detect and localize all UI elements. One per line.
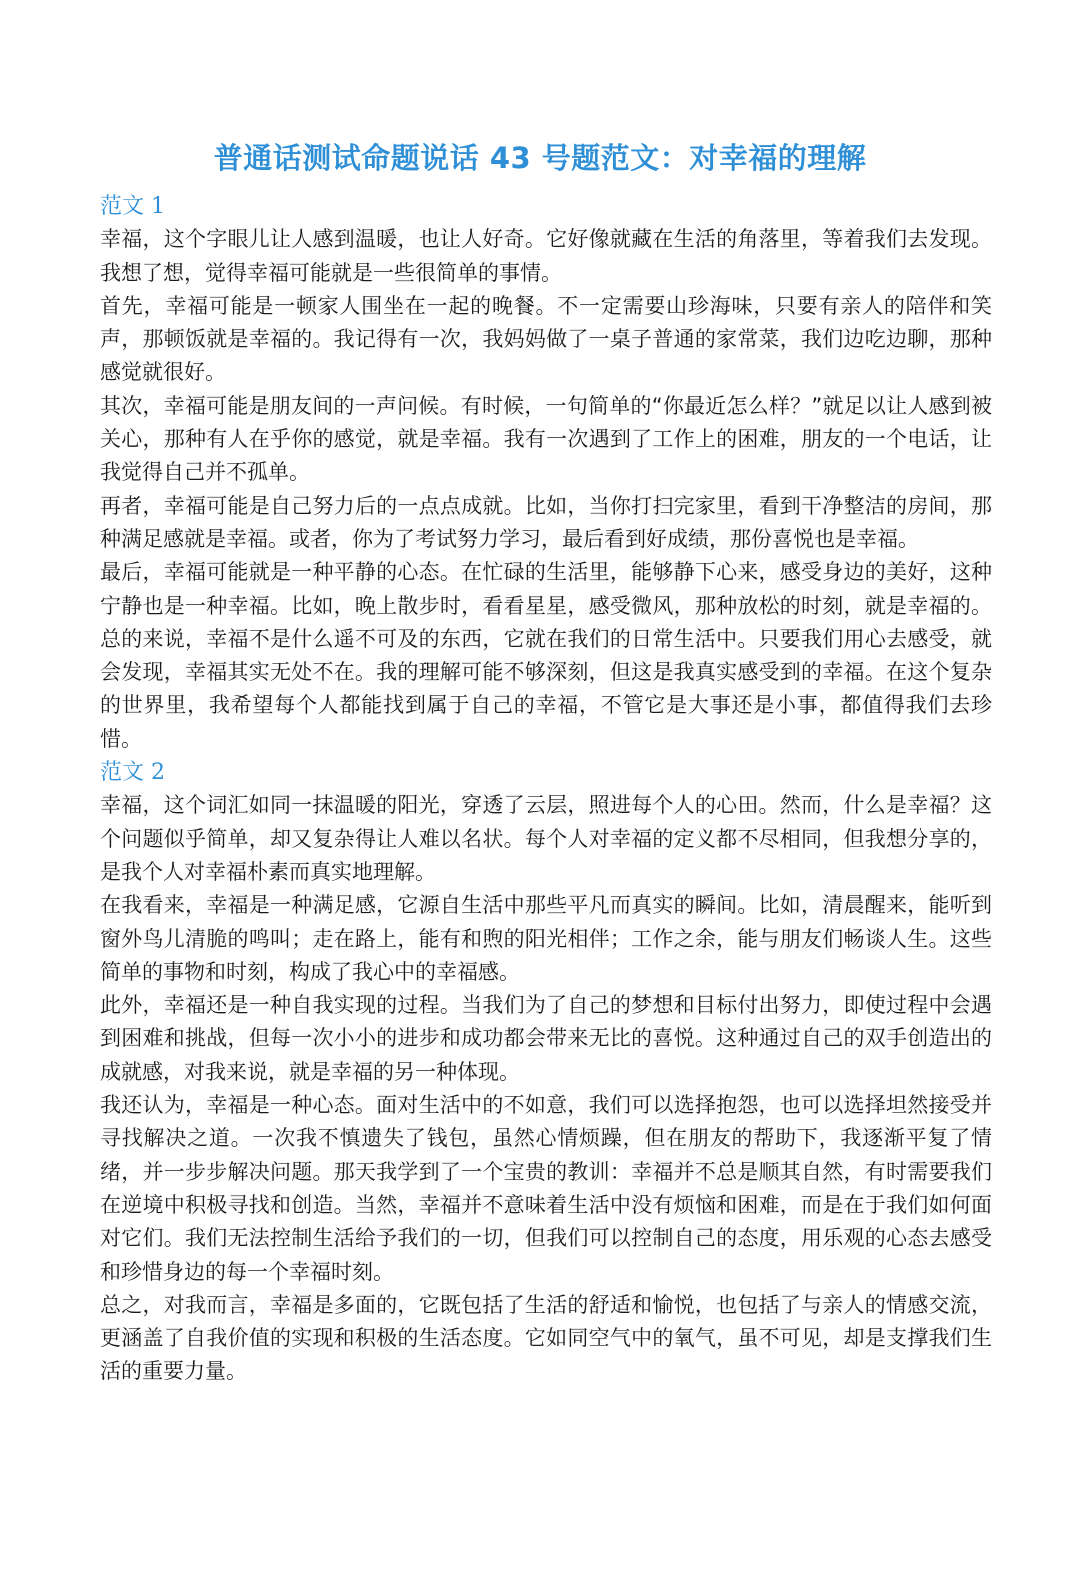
- section-2-paragraph-5: 总之，对我而言，幸福是多面的，它既包括了生活的舒适和愉悦，也包括了与亲人的情感交流，更涵盖了自我价值的实现和积极的生活态度。它如同空气中的氧气，虽不可见，却是支撑我们生活的重要力量。: [100, 1292, 992, 1384]
- page-title: 普通话测试命题说话 43 号题范文：对幸福的理解: [213, 141, 867, 175]
- section-2-paragraph-4: 我还认为，幸福是一种心态。面对生活中的不如意，我们可以选择抱怨，也可以选择坦然接受并寻找解决之道。一次我不慎遗失了钱包，虽然心情烦躁，但在朋友的帮助下，我逐渐平复了情绪，并一步步解决问题。那天我学到了一个宝贵的教训：幸福并不总是顺其自然，有时需要我们在逆境中积极寻找和创造。当然，幸福并不意味着生活中没有烦恼和困难，而是在于我们如何面对它们。我们无法控制生活给予我们的一切，但我们可以控制自己的态度，用乐观的心态去感受和珍惜身边的每一个幸福时刻。: [100, 1093, 992, 1284]
- section-heading-2: 范文 2: [100, 760, 165, 786]
- section-1-paragraph-5: 最后，幸福可能就是一种平静的心态。在忙碌的生活里，能够静下心来，感受身边的美好，这种宁静也是一种幸福。比如，晚上散步时，看看星星，感受微风，那种放松的时刻，就是幸福的。总的来说，幸福不是什么遥不可及的东西，它就在我们的日常生活中。只要我们用心去感受，就会发现，幸福其实无处不在。我的理解可能不够深刻，但这是我真实感受到的幸福。在这个复杂的世界里，我希望每个人都能找到属于自己的幸福，不管它是大事还是小事，都值得我们去珍惜。: [100, 560, 992, 751]
- section-1-paragraph-3: 其次，幸福可能是朋友间的一声问候。有时候，一句简单的“你最近怎么样？”就足以让人感到被关心，那种有人在乎你的感觉，就是幸福。我有一次遇到了工作上的困难，朋友的一个电话，让我觉得自己并不孤单。: [100, 393, 992, 485]
- section-1-paragraph-1: 幸福，这个字眼儿让人感到温暖，也让人好奇。它好像就藏在生活的角落里，等着我们去发现。我想了想，觉得幸福可能就是一些很简单的事情。: [100, 227, 992, 285]
- section-2-paragraph-3: 此外，幸福还是一种自我实现的过程。当我们为了自己的梦想和目标付出努力，即使过程中会遇到困难和挑战，但每一次小小的进步和成功都会带来无比的喜悦。这种通过自己的双手创造出的成就感，对我来说，就是幸福的另一种体现。: [100, 993, 992, 1084]
- document-body: [100, 190, 992, 1389]
- section-1-paragraph-2: 首先，幸福可能是一顿家人围坐在一起的晚餐。不一定需要山珍海味，只要有亲人的陪伴和笑声，那顿饭就是幸福的。我记得有一次，我妈妈做了一桌子普通的家常菜，我们边吃边聊，那种感觉就很好。: [100, 293, 992, 385]
- section-heading-1: 范文 1: [100, 194, 165, 219]
- section-2-paragraph-1: 幸福，这个词汇如同一抹温暖的阳光，穿透了云层，照进每个人的心田。然而，什么是幸福？这个问题似乎简单，却又复杂得让人难以名状。每个人对幸福的定义都不尽相同，但我想分享的，是我个人对幸福朴素而真实地理解。: [100, 793, 992, 884]
- section-2-paragraph-2: 在我看来，幸福是一种满足感，它源自生活中那些平凡而真实的瞬间。比如，清晨醒来，能听到窗外鸟儿清脆的鸣叫；走在路上，能有和煦的阳光相伴；工作之余，能与朋友们畅谈人生。这些简单的事物和时刻，构成了我心中的幸福感。: [100, 893, 992, 984]
- section-1-paragraph-4: 再者，幸福可能是自己努力后的一点点成就。比如，当你打扫完家里，看到干净整洁的房间，那种满足感就是幸福。或者，你为了考试努力学习，最后看到好成绩，那份喜悦也是幸福。: [100, 493, 992, 551]
